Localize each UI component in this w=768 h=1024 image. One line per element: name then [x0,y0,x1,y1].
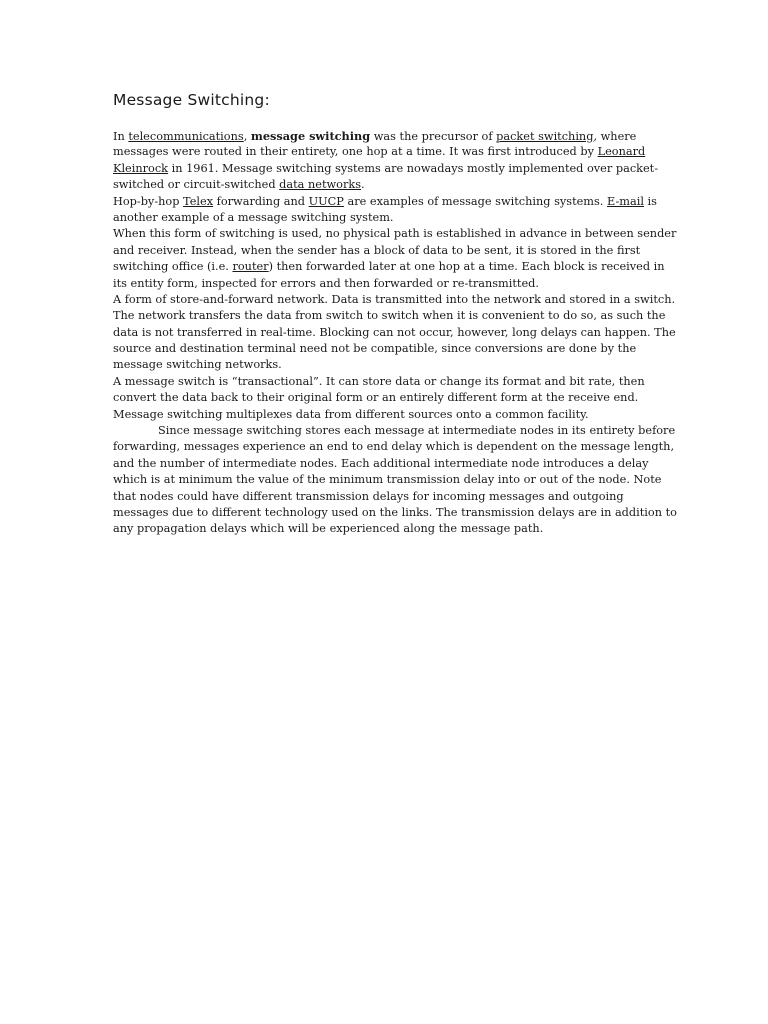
text-line [113,390,661,406]
text-line [113,472,661,488]
hyperlink[interactable]: telecommunications [128,130,244,143]
hyperlink[interactable]: E-mail [606,194,644,208]
text-line [113,439,675,455]
text-run: source and destination terminal need not be compatible, since conversions are done by the [113,342,637,356]
text-run: ) then forwarded later at one hop at a time. Each block is received in [268,260,665,274]
text-run: in 1961. Message switching systems are nowadays mostly implemented over packet- [168,161,659,175]
text-run: its entity form, inspected for errors and then forwarded or re-transmitted. [113,276,539,290]
text-line [113,128,661,144]
text-line [113,210,661,226]
text-line [113,308,666,324]
text-line [113,292,676,308]
text-line [113,505,677,521]
text-run: When this form of switching is used, no physical path is established in advance in between sender [113,227,677,241]
text-run: Message switching multiplexes data from different sources onto a common facility. [113,407,589,421]
hyperlink[interactable]: Kleinrock [113,161,169,175]
hyperlink[interactable]: packet switching [496,130,594,143]
text-run: convert the data back to their original form or an entirely different form at the receive end. [113,391,639,405]
text-line [113,276,661,292]
text-line [113,243,661,259]
text-run: A message switch is “transactional”. It can store data or change its format and bit rate, then [113,374,645,388]
text-run: switched or circuit-switched [113,178,280,192]
text-run: and the number of intermediate nodes. Each additional intermediate node introduces a delay [113,456,649,470]
text-line [113,194,661,210]
text-line [113,357,661,373]
text-line [113,144,661,160]
text-run: . [361,178,365,192]
text-run: message switching networks. [113,358,282,372]
text-run: messages due to different technology used on the links. The transmission delays are in addition to [113,505,677,519]
text-run: A form of store-and-forward network. Data is transmitted into the network and stored in a switch. [113,292,676,306]
text-run: , where [593,130,637,143]
hyperlink[interactable]: UUCP [308,194,344,208]
hyperlink[interactable]: router [232,260,269,274]
text-line [113,325,676,341]
text-line [113,341,661,357]
hyperlink[interactable]: Telex [183,194,214,208]
document-body [113,128,677,538]
text-run: switching office (i.e. [113,260,233,274]
text-line [113,489,661,505]
text-run: messages were routed in their entirety, one hop at a time. It was first introduced by [113,145,598,159]
text-run: that nodes could have different transmission delays for incoming messages and outgoing [113,489,624,503]
text-run: and receiver. Instead, when the sender has a block of data to be sent, it is stored in the first [113,243,641,257]
text-run: In [113,130,129,143]
hyperlink[interactable]: Leonard [597,145,646,159]
text-run: Hop-by-hop [113,194,184,208]
text-line [113,407,661,423]
text-run: The network transfers the data from switch to switch when it is convenient to do so, as such the [113,309,666,323]
text-run: data is not transferred in real-time. Blocking can not occur, however, long delays can happen. The [113,325,676,339]
text-run: another example of a message switching system. [113,210,394,224]
text-line [113,456,661,472]
document-heading: Message Switching: [113,91,270,109]
text-run: Since message switching stores each message at intermediate nodes in its entirety before [158,424,676,438]
text-line [113,521,661,537]
text-run: any propagation delays which will be experienced along the message path. [113,522,544,536]
text-run: is [643,194,657,208]
text-line [113,161,661,177]
text-run: , [243,130,251,143]
text-line [113,226,677,242]
text-run: are examples of message switching systems. [343,194,607,208]
hyperlink[interactable]: data networks [279,178,362,192]
text-line [113,374,661,390]
bold-term: message switching [250,129,371,143]
text-run: forwarding, messages experience an end to end delay which is dependent on the message length, [113,440,675,454]
text-run: was the precursor of [370,130,497,143]
text-line [113,423,676,439]
text-run: which is at minimum the value of the minimum transmission delay into or out of the node. Note [113,473,662,487]
text-line [113,177,661,193]
text-line [113,259,665,275]
text-run: forwarding and [213,194,309,208]
